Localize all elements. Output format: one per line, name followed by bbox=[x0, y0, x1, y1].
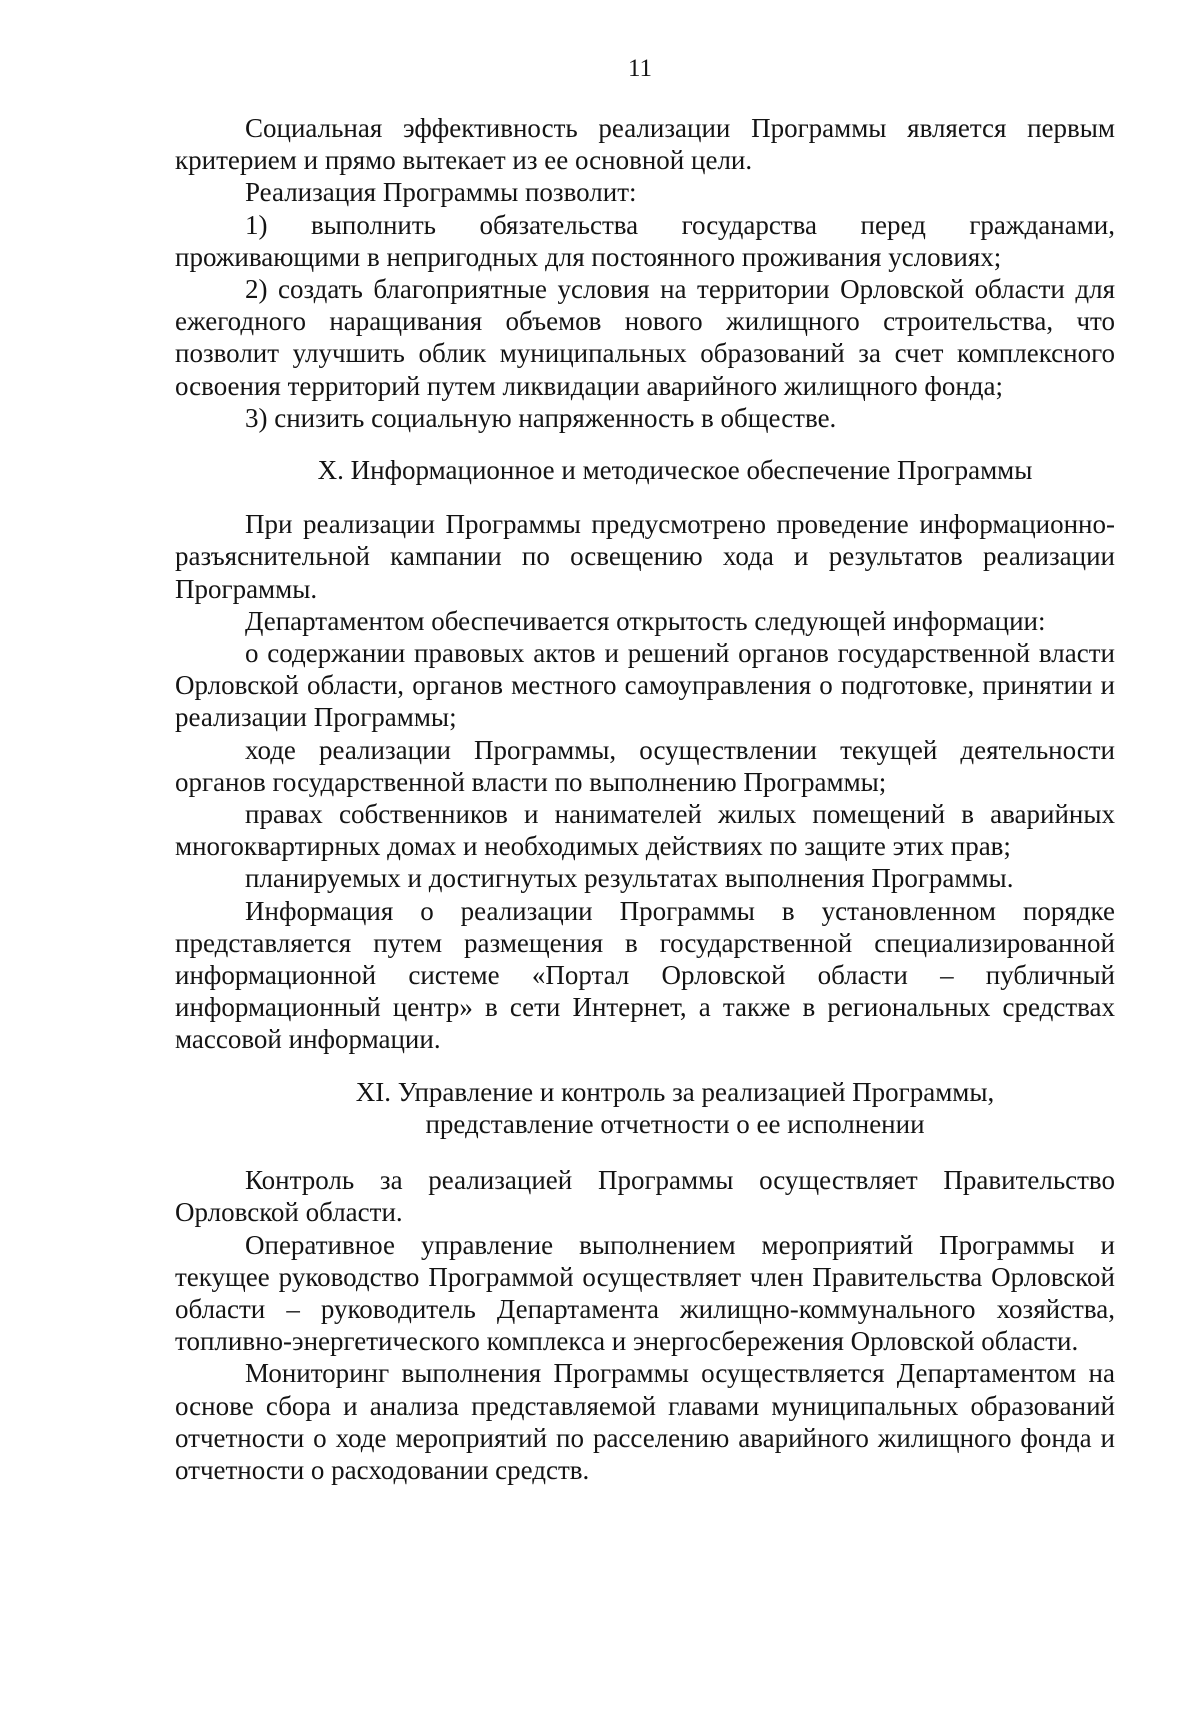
section-x-paragraph-4: ходе реализации Программы, осуществлении текущей деятельности органов государственной власти по выполнению Программы; bbox=[175, 734, 1115, 797]
intro-list-item-1: 1) выполнить обязательства государства перед гражданами, проживающими в непригодных для постоянного проживания условиях; bbox=[175, 209, 1115, 272]
section-xi-paragraph-3: Мониторинг выполнения Программы осуществляется Департаментом на основе сбора и анализа представляемой главами муниципальных образований отчетности о ходе мероприятий по расселению аварийного жилищного фонда и отчетности о расходовании средств. bbox=[175, 1358, 1115, 1485]
page-number: 11 bbox=[627, 55, 653, 82]
section-xi-paragraph-1: Контроль за реализацией Программы осуществляет Правительство Орловской области. bbox=[175, 1165, 1115, 1228]
section-xi-heading-line-1: XI. Управление и контроль за реализацией Программы, bbox=[355, 1076, 995, 1107]
section-x-paragraph-3: о содержании правовых актов и решений органов государственной власти Орловской области, органов местного самоуправления о подготовке, принятии и реализации Программы; bbox=[175, 638, 1115, 733]
section-xi-heading-line-2: представление отчетности о ее исполнении bbox=[425, 1108, 925, 1139]
intro-paragraph-2: Реализация Программы позволит: bbox=[245, 177, 637, 208]
section-x-paragraph-2: Департаментом обеспечивается открытость следующей информации: bbox=[245, 605, 1046, 636]
section-x-paragraph-1: При реализации Программы предусмотрено проведение информационно-разъяснительной кампании по освещению хода и результатов реализации Программы. bbox=[175, 509, 1115, 604]
section-x-paragraph-7: Информация о реализации Программы в установленном порядке представляется путем размещения в государственной специализированной информационной системе «Портал Орловской области – публичный информационный центр» в сети Интернет, а также в региональных средствах массовой информации. bbox=[175, 895, 1115, 1055]
document-body bbox=[175, 112, 1115, 1486]
intro-list-item-2: 2) создать благоприятные условия на территории Орловской области для ежегодного наращивания объемов нового жилищного строительства, что позволит улучшить облик муниципальных образований за счет комплексного освоения территорий путем ликвидации аварийного жилищного фонда; bbox=[175, 274, 1115, 401]
intro-list-item-3: 3) снизить социальную напряженность в обществе. bbox=[245, 402, 837, 433]
section-xi-paragraph-2: Оперативное управление выполнением мероприятий Программы и текущее руководство Программой осуществляет член Правительства Орловской области – руководитель Департамента жилищно-коммунального хозяйства, топливно-энергетического комплекса и энергосбережения Орловской области. bbox=[175, 1229, 1115, 1357]
section-x-heading: X. Информационное и методическое обеспечение Программы bbox=[317, 455, 1033, 486]
section-x-paragraph-5: правах собственников и нанимателей жилых помещений в аварийных многоквартирных домах и необходимых действиях по защите этих прав; bbox=[175, 799, 1115, 862]
intro-paragraph-1: Социальная эффективность реализации Программы является первым критерием и прямо вытекает из ее основной цели. bbox=[175, 113, 1115, 176]
section-xi-heading bbox=[175, 1076, 1115, 1140]
section-x-paragraph-6: планируемых и достигнутых результатах выполнения Программы. bbox=[245, 863, 1014, 894]
